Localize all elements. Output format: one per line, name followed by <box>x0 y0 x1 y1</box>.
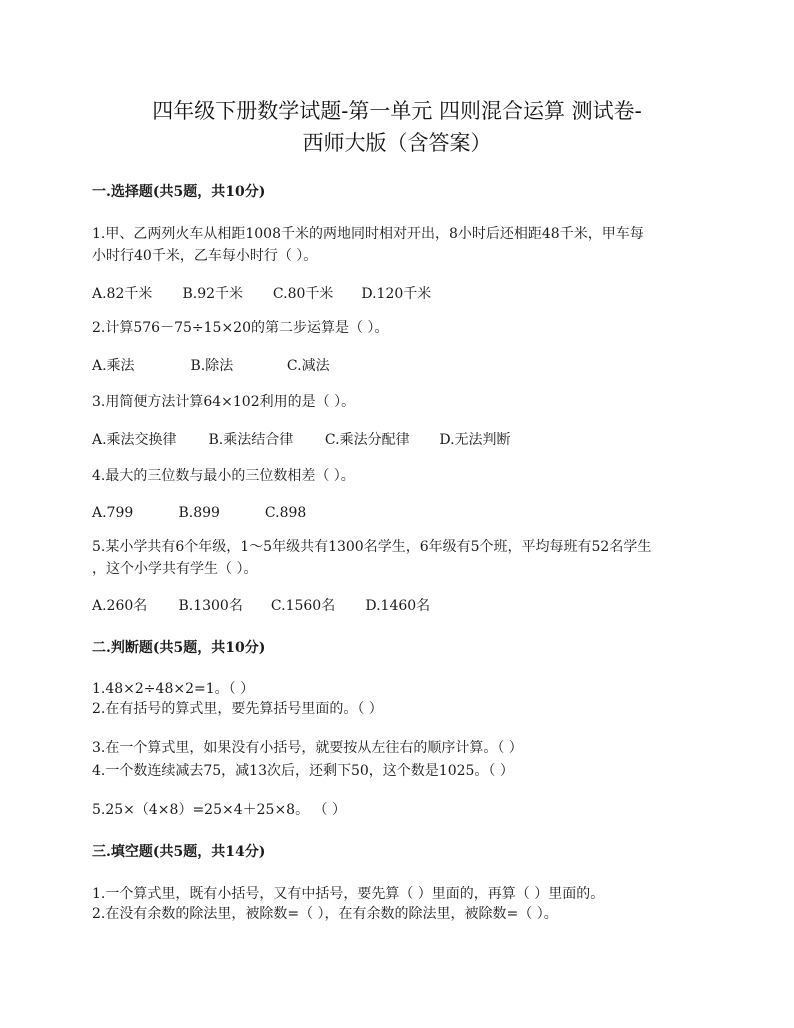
option-d: D.无法判断 <box>439 432 511 448</box>
option-a: A.乘法交换律 <box>92 432 177 448</box>
judgment-item-3: 3.在一个算式里，如果没有小括号，就要按从左往右的顺序计算。（ ） <box>92 740 523 756</box>
document-title-line-1: 四年级下册数学试题-第一单元 四则混合运算 测试卷- <box>152 99 642 123</box>
option-b: B.899 <box>178 505 220 521</box>
option-a: A.260名 <box>92 598 148 614</box>
question-5-line-2: ，这个小学共有学生（ ）。 <box>92 561 258 577</box>
section-heading-judgment: 二.判断题(共5题，共10分) <box>92 640 266 656</box>
question-1-options <box>92 284 431 304</box>
option-d: D.120千米 <box>361 286 432 302</box>
section-heading-fill-blank: 三.填空题(共5题，共14分) <box>92 844 266 860</box>
question-3-options <box>92 430 511 450</box>
option-b: B.1300名 <box>178 598 243 614</box>
option-a: A.82千米 <box>92 286 153 302</box>
option-b: B.除法 <box>190 358 234 374</box>
option-d: D.1460名 <box>365 598 431 614</box>
judgment-item-4: 4.一个数连续减去75，减13次后，还剩下50，这个数是1025。（ ） <box>92 763 514 779</box>
option-c: C.898 <box>264 505 307 521</box>
option-a: A.乘法 <box>92 358 135 374</box>
question-2: 2.计算576－75÷15×20的第二步运算是（ ）。 <box>92 320 389 336</box>
judgment-item-2: 2.在有括号的算式里，要先算括号里面的。（ ） <box>92 701 383 717</box>
option-b: B.92千米 <box>182 286 244 302</box>
option-c: C.80千米 <box>272 286 334 302</box>
option-a: A.799 <box>92 505 134 521</box>
question-4-options <box>92 503 306 523</box>
section-heading-choice: 一.选择题(共5题，共10分) <box>92 184 266 200</box>
question-1-line-2: 小时行40千米，乙车每小时行（ ）。 <box>92 248 318 264</box>
question-1-line-1: 1.甲、乙两列火车从相距1008千米的两地同时相对开出，8小时后还相距48千米，甲车每 <box>92 226 644 242</box>
fill-blank-item-1: 1.一个算式里，既有小括号，又有中括号，要先算（ ）里面的，再算（ ）里面的。 <box>92 886 605 902</box>
option-c: C.减法 <box>286 358 330 374</box>
judgment-item-1: 1.48×2÷48×2=1。（ ） <box>92 681 255 697</box>
option-c: C.乘法分配律 <box>324 432 410 448</box>
question-4: 4.最大的三位数与最小的三位数相差（ ）。 <box>92 468 355 484</box>
document-title-line-2: 西师大版（含答案） <box>302 131 492 155</box>
question-5-options <box>92 596 430 616</box>
option-b: B.乘法结合律 <box>208 432 294 448</box>
question-2-options <box>92 356 330 376</box>
question-3: 3.用简便方法计算64×102利用的是（ ）。 <box>92 394 356 410</box>
judgment-item-5: 5.25×（4×8）=25×4＋25×8。 （ ） <box>92 802 346 818</box>
fill-blank-item-2: 2.在没有余数的除法里，被除数=（ ），在有余数的除法里，被除数=（ ）。 <box>92 906 558 922</box>
question-5-line-1: 5.某小学共有6个年级，1～5年级共有1300名学生，6年级有5个班，平均每班有52名学生 <box>92 539 652 555</box>
option-c: C.1560名 <box>270 598 336 614</box>
